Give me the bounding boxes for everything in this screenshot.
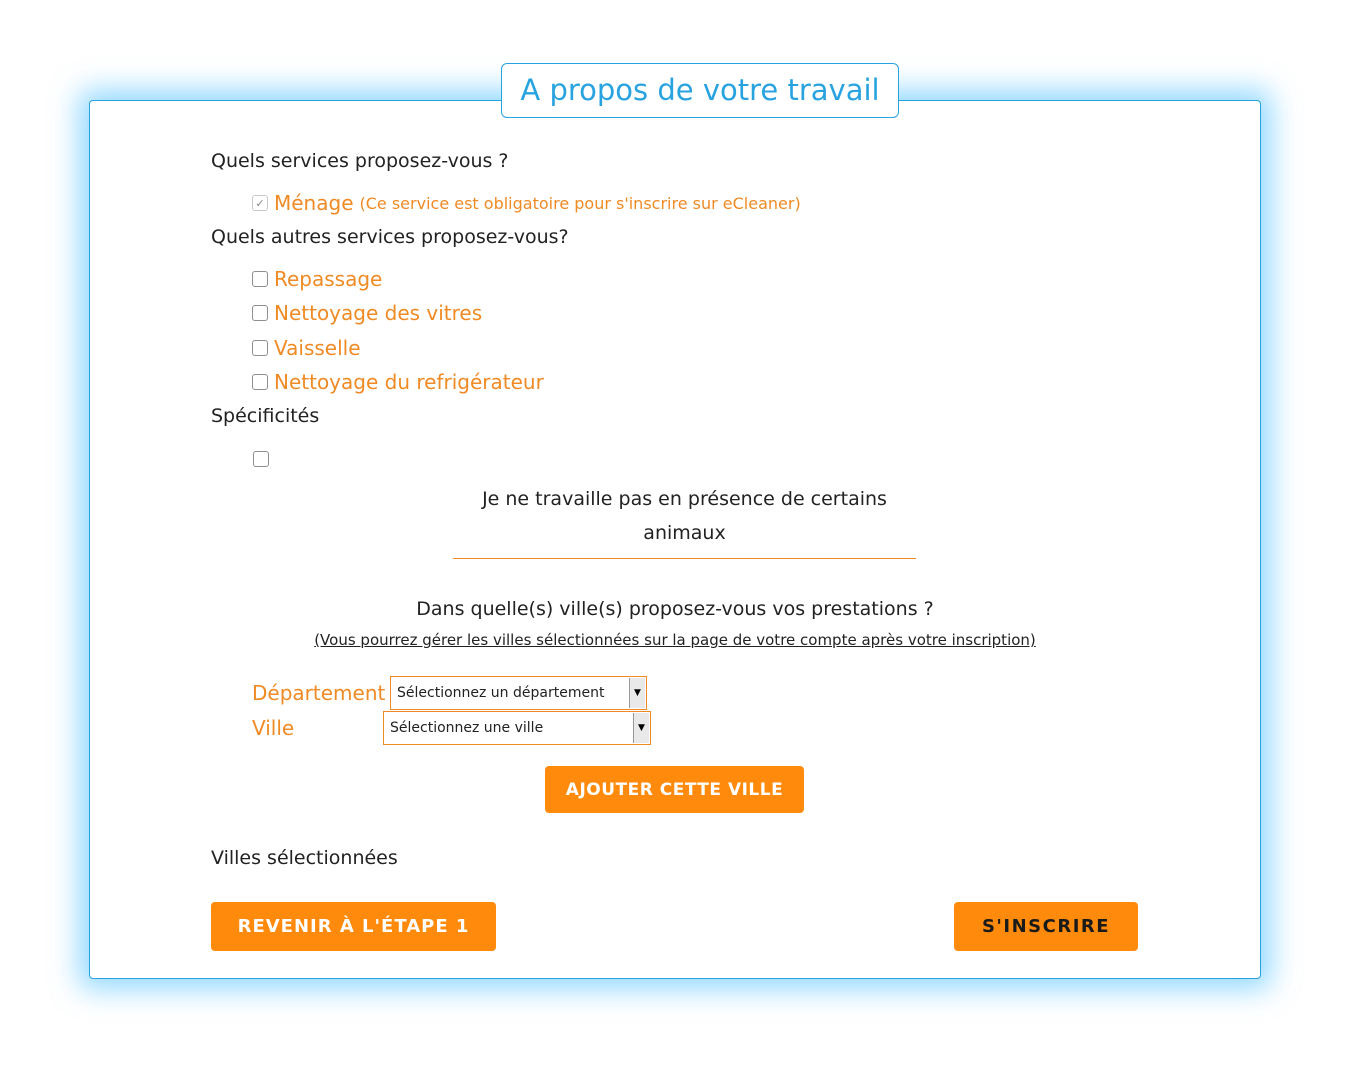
animals-checkbox[interactable] — [253, 451, 269, 467]
cities-hint: (Vous pourrez gérer les villes sélectionnées sur la page de votre compte après votre inscription) — [314, 631, 1036, 649]
department-select[interactable] — [390, 676, 647, 710]
other-services-question: Quels autres services proposez-vous? — [211, 226, 569, 248]
repassage-label: Repassage — [274, 267, 383, 291]
add-city-button[interactable]: AJOUTER CETTE VILLE — [545, 766, 804, 813]
animals-label[interactable] — [453, 482, 916, 559]
specifics-heading: Spécificités — [211, 405, 320, 427]
section-title: A propos de votre travail — [501, 63, 899, 118]
service-vaisselle[interactable] — [252, 336, 361, 360]
department-dropdown-icon[interactable]: ▼ — [629, 678, 645, 708]
city-label: Ville — [252, 716, 295, 740]
register-button[interactable]: S'INSCRIRE — [954, 902, 1138, 951]
menage-note: (Ce service est obligatoire pour s'inscrire sur eCleaner) — [359, 193, 801, 213]
city-dropdown-icon[interactable]: ▼ — [633, 713, 649, 743]
vaisselle-label: Vaisselle — [274, 336, 361, 360]
refrigerateur-label: Nettoyage du refrigérateur — [274, 370, 544, 394]
menage-checkbox[interactable]: ✓ — [252, 195, 268, 211]
vaisselle-checkbox[interactable] — [252, 340, 268, 356]
service-refrigerateur[interactable] — [252, 370, 544, 394]
service-menage[interactable] — [252, 191, 801, 215]
department-select-value: Sélectionnez un département — [397, 685, 605, 701]
services-question: Quels services proposez-vous ? — [211, 150, 509, 172]
vitres-checkbox[interactable] — [252, 305, 268, 321]
animals-line-1: Je ne travaille pas en présence de certains — [482, 488, 887, 510]
service-repassage[interactable] — [252, 267, 382, 291]
selected-cities-heading: Villes sélectionnées — [211, 847, 398, 869]
back-to-step-1-button[interactable]: REVENIR À L'ÉTAPE 1 — [211, 902, 496, 951]
refrigerateur-checkbox[interactable] — [252, 374, 268, 390]
city-select-value: Sélectionnez une ville — [390, 720, 544, 736]
animals-line-2: animaux — [643, 522, 726, 544]
city-select[interactable] — [383, 711, 651, 745]
department-label: Département — [252, 681, 386, 705]
cities-question: Dans quelle(s) ville(s) proposez-vous vos prestations ? — [416, 598, 934, 620]
service-vitres[interactable] — [252, 301, 482, 325]
menage-label: Ménage — [274, 191, 354, 215]
vitres-label: Nettoyage des vitres — [274, 301, 483, 325]
repassage-checkbox[interactable] — [252, 271, 268, 287]
